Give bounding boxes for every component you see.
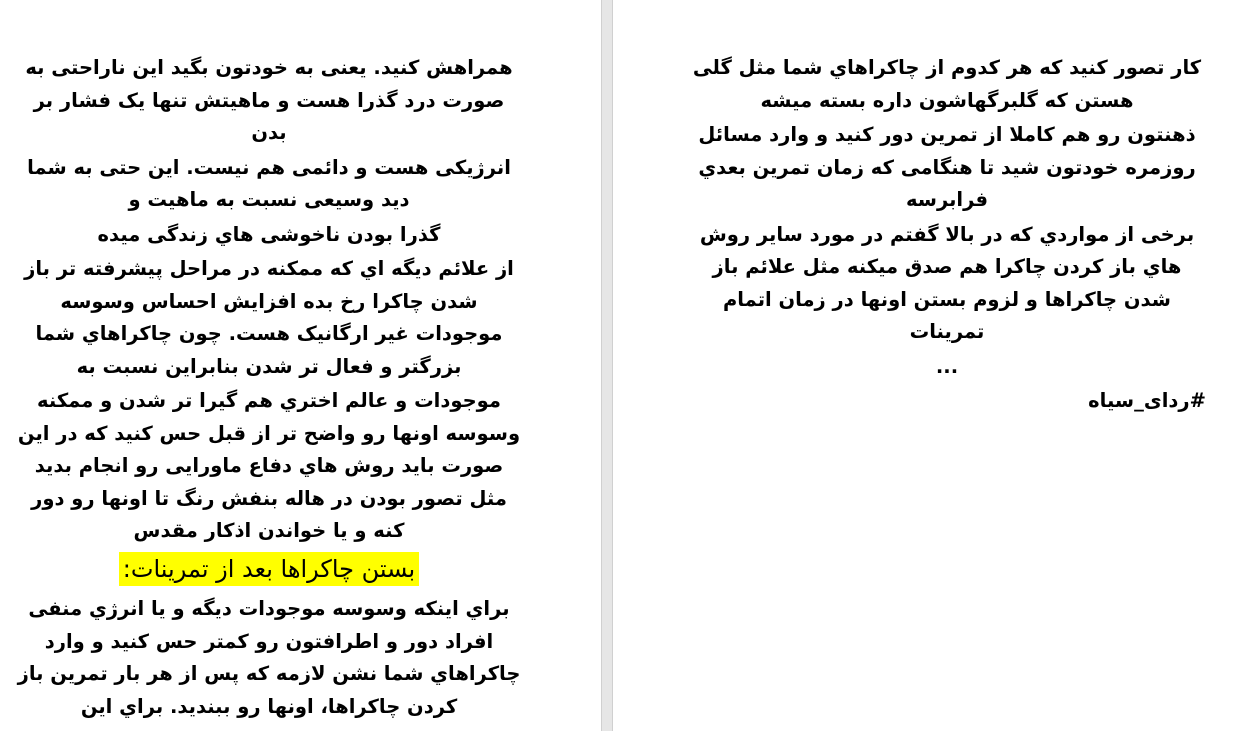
paragraph: برخی از مواردي که در بالا گفتم در مورد سایر روش هاي باز کردن چاکرا هم صدق میکنه مثل علائم باز شدن چاکراها و لزوم بستن اونها در زمان اتمام تمرینات: [699, 222, 1195, 343]
page-left-text: [15, 52, 523, 725]
page-right: [613, 0, 1258, 731]
paragraph: ذهنتون رو هم کاملا از تمرین دور کنید و وارد مسائل روزمره خودتون شید تا هنگامی که زمان تمرین بعدي فرابرسه: [698, 123, 1196, 211]
paragraph: انرژیکی هست و دائمی هم نیست. این حتی به شما دید وسیعی نسبت به ماهیت و: [27, 155, 511, 211]
page-gutter-divider: [601, 0, 613, 731]
paragraph: موجودات و عالم اختري هم گیرا تر شدن و ممکنه وسوسه اونها رو واضح تر از قبل حس کنید که در این صورت باید روش هاي دفاع ماورایی رو انجام بدید مثل تصور بودن در هاله بنفش رنگ تا اونها رو دور کنه و یا خواندن اذکار مقدس: [17, 389, 521, 542]
section-heading-highlighted: بستن چاکراها بعد از تمرینات:: [119, 552, 419, 586]
page-right-text: [688, 52, 1206, 420]
paragraph: همراهش کنید. یعنی به خودتون بگید این ناراحتی به صورت درد گذرا هست و ماهیتش تنها یک فشار بر بدن: [25, 56, 513, 144]
page-left: [0, 0, 601, 731]
paragraph: کار تصور کنید که هر کدوم از چاکراهاي شما مثل گلی هستن که گلبرگهاشون داره بسته میشه: [692, 56, 1202, 112]
paragraph: براي اینکه وسوسه موجودات دیگه و یا انرژي منفی افراد دور و اطرافتون رو کمتر حس کنید و وارد چاکراهاي شما نشن لازمه که پس از هر بار تمرین باز کردن چاکراها، اونها رو ببندید. براي این: [17, 597, 521, 718]
section-heading-wrap: [15, 552, 523, 588]
paragraph: گذرا بودن ناخوشی هاي زندگی میده: [97, 222, 441, 246]
ellipsis: ...: [935, 354, 959, 378]
hashtag: #ردای_سیاه: [1088, 389, 1206, 412]
paragraph: از علائم دیگه اي که ممکنه در مراحل پیشرفته تر باز شدن چاکرا رخ بده افزایش احساس وسوسه موجودات غیر ارگانیک هست. چون چاکراهاي شما بزرگتر و فعال تر شدن بنابراین نسبت به: [24, 257, 514, 378]
